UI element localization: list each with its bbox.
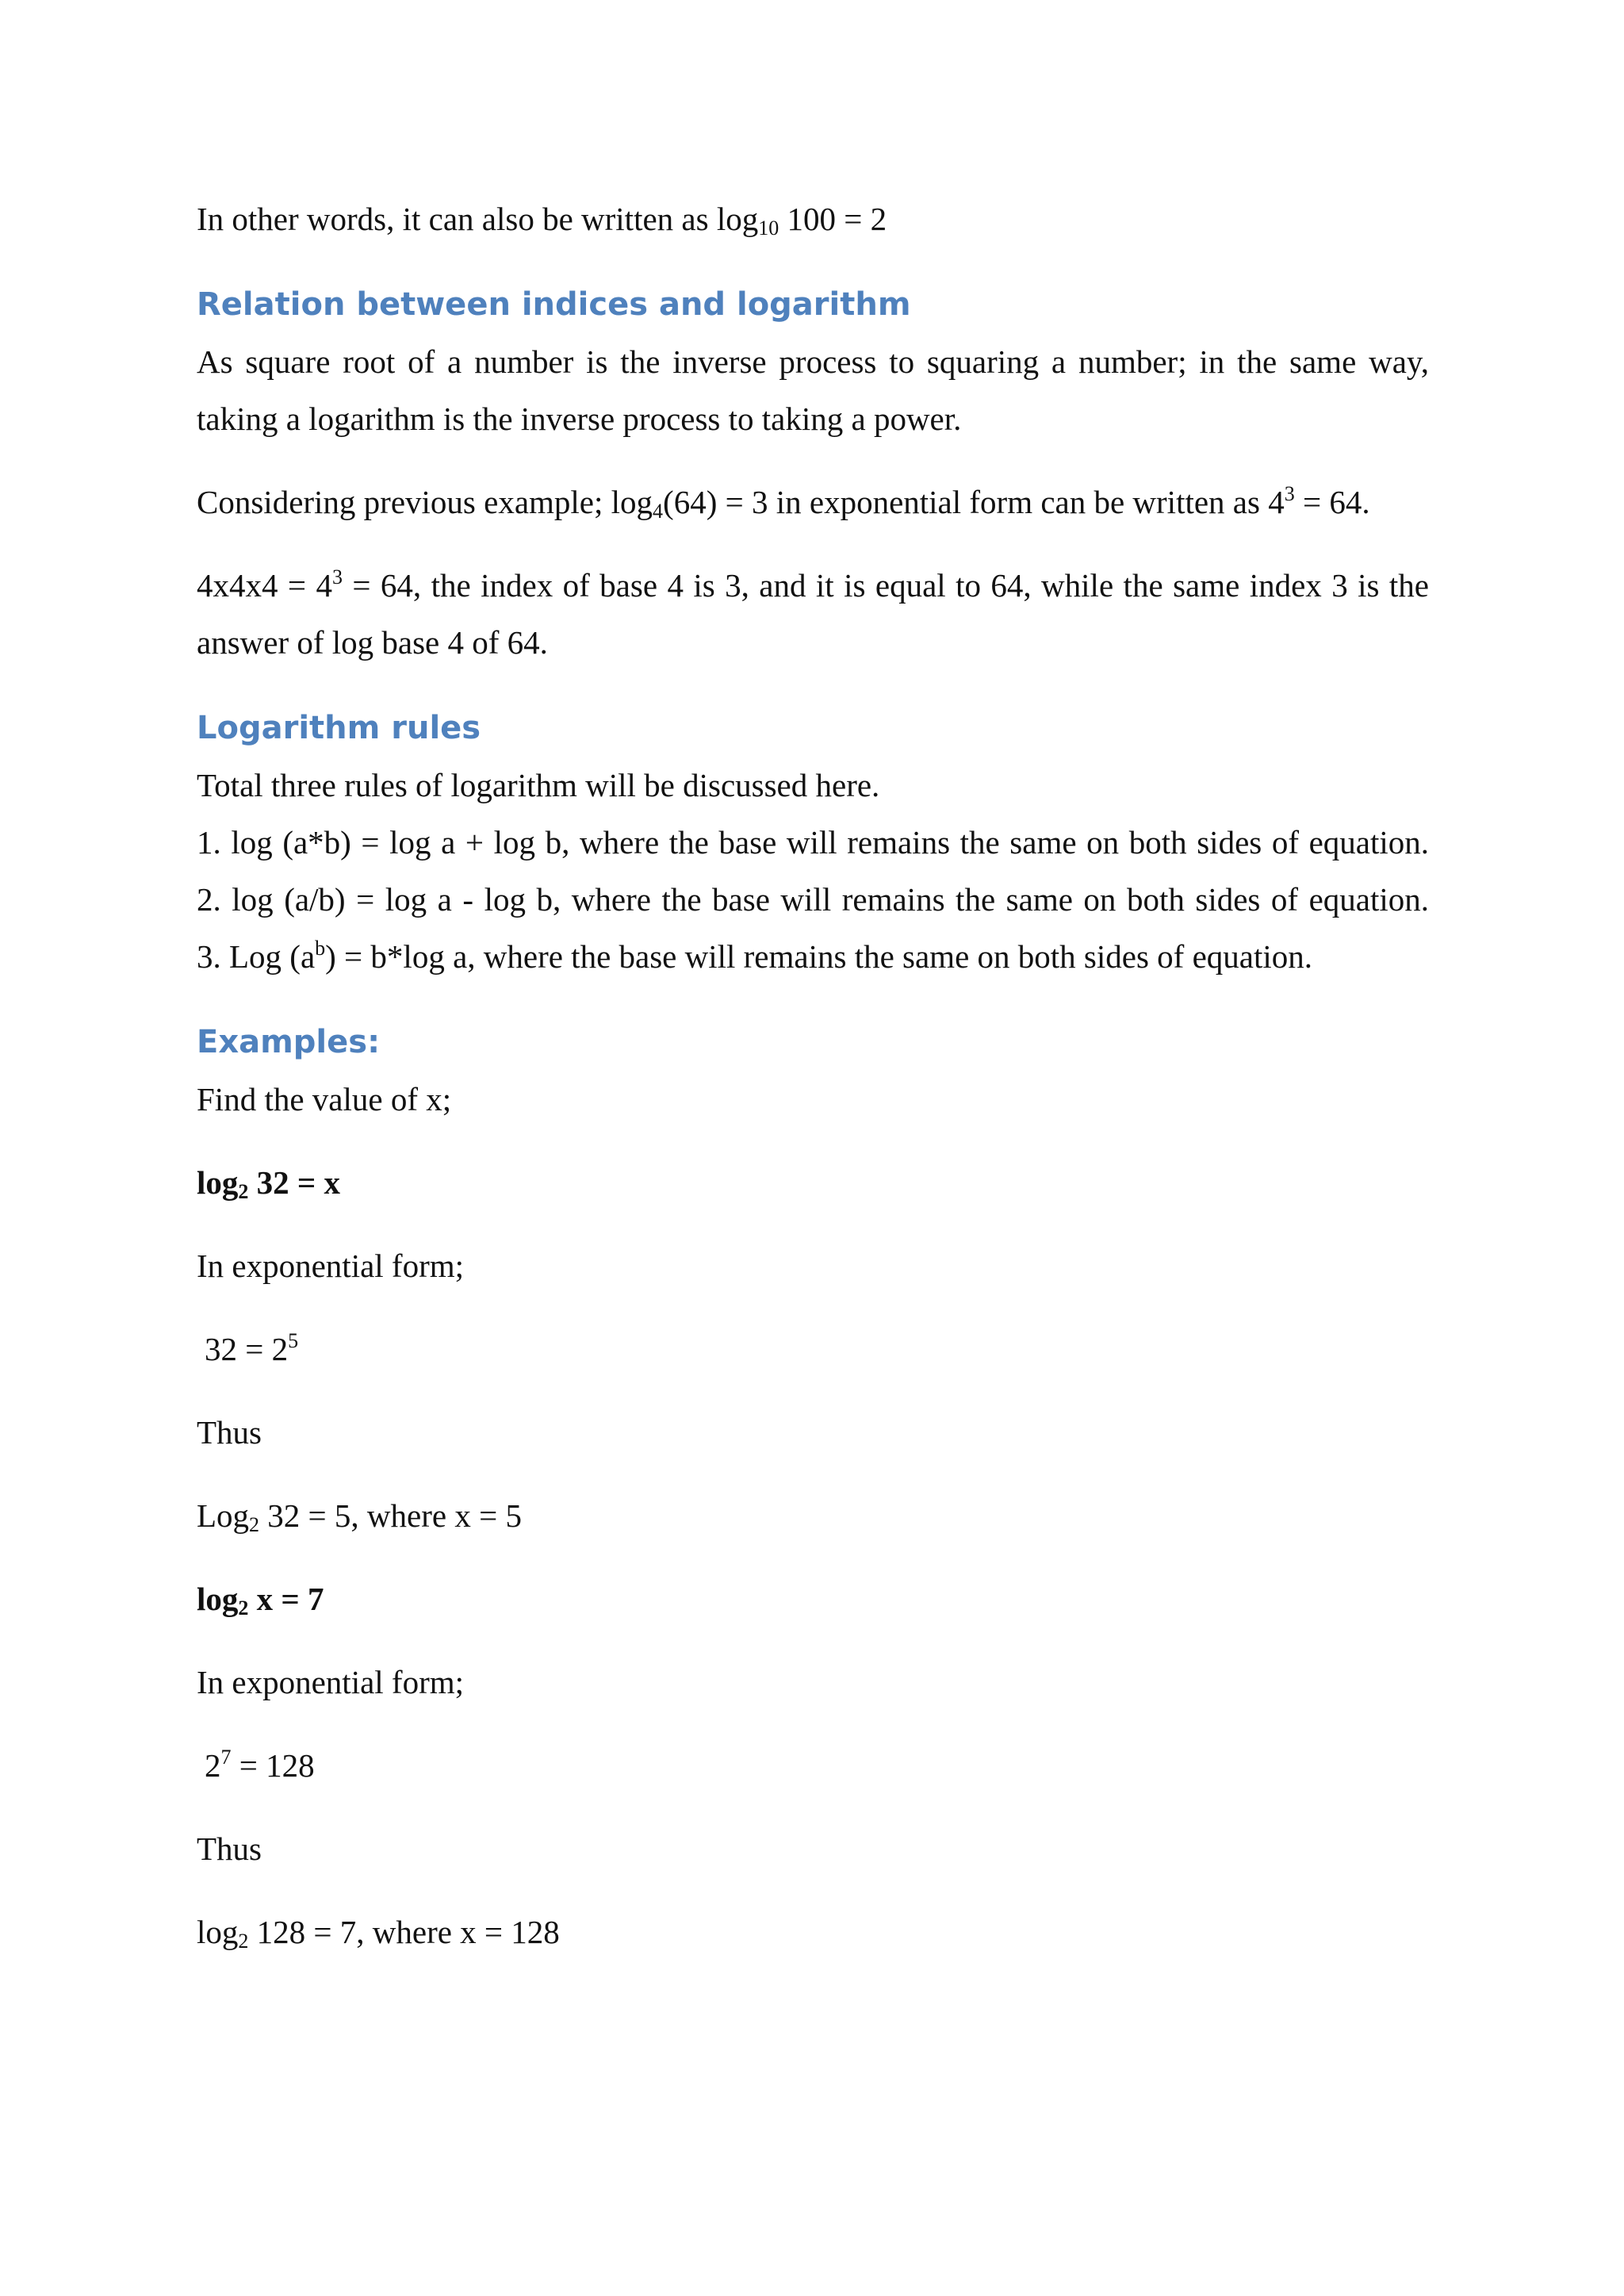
rule-3-exp: b [315,937,326,960]
example-1-problem-post: 32 = x [248,1164,341,1201]
example-2-problem-pre: log [197,1581,239,1617]
example-2-eq-post: = 128 [231,1747,315,1784]
example-1-problem [197,1154,1429,1211]
example-2-eq-pre: 2 [205,1747,221,1784]
example-1-equation [197,1320,1429,1378]
example-2-problem-base: 2 [238,1596,249,1619]
example-2-result-base: 2 [238,1930,249,1953]
example-1-form-label: In exponential form; [197,1248,465,1284]
rule-3-pre: 3. Log (a [197,938,316,975]
considering-mid: (64) = 3 in exponential form can be written as 4 [663,484,1285,520]
example-1-result [197,1487,1429,1544]
example-1-result-pre: Log [197,1497,250,1534]
index-post: = 64, the index of base 4 is 3, and it is equal to 64, while the same index 3 is the [342,567,1429,604]
intro-text: In other words, it can also be written as log [197,201,759,237]
considering-post: = 64. [1294,484,1370,520]
example-2-result [197,1903,1429,1961]
rules-intro: Total three rules of logarithm will be discussed here. [197,767,880,803]
example-1-problem-base: 2 [238,1180,249,1203]
rule-1: 1. log (a*b) = log a + log b, where the base will remains the same on both sides of equation. [197,824,1429,861]
intro-base: 10 [758,217,779,240]
index-pre: 4x4x4 = 4 [197,567,332,604]
page-content [197,190,1429,1961]
index-exp: 3 [331,565,343,588]
examples-intro: Find the value of x; [197,1081,452,1117]
rule-3-post: ) = b*log a, where the base will remains the same on both sides of equation. [325,938,1312,975]
example-2-problem-post: x = 7 [248,1581,324,1617]
relation-line-2: taking a logarithm is the inverse process to taking a power. [197,401,962,437]
relation-heading: Relation between indices and logarithm [197,286,911,323]
example-2-form-label: In exponential form; [197,1664,465,1700]
example-1-eq-pre: 32 = 2 [205,1331,289,1367]
example-2-equation [197,1737,1429,1794]
example-1-thus: Thus [197,1414,262,1451]
rules-heading: Logarithm rules [197,710,481,746]
relation-line-1: As square root of a number is the inverse process to squaring a number; in the same way, [197,343,1429,380]
considering-line [197,473,1429,531]
example-1-problem-pre: log [197,1164,239,1201]
example-2-eq-exp: 7 [220,1746,232,1769]
example-2-problem [197,1570,1429,1627]
example-1-eq-exp: 5 [288,1329,299,1352]
intro-rest: 100 = 2 [779,201,887,237]
index-line-1 [197,557,1429,614]
example-2-result-post: 128 = 7, where x = 128 [248,1914,560,1950]
considering-exp: 3 [1284,482,1295,505]
considering-base: 4 [653,500,664,523]
example-2-result-pre: log [197,1914,239,1950]
rule-2: 2. log (a/b) = log a - log b, where the base will remains the same on both sides of equation. [197,881,1429,918]
intro-line [197,190,1429,247]
index-line-2: answer of log base 4 of 64. [197,624,548,661]
example-1-result-post: 32 = 5, where x = 5 [259,1497,522,1534]
example-2-thus: Thus [197,1830,262,1867]
rule-3 [197,928,1429,985]
examples-heading: Examples: [197,1024,381,1060]
example-1-result-base: 2 [249,1513,260,1536]
considering-pre: Considering previous example; log [197,484,653,520]
